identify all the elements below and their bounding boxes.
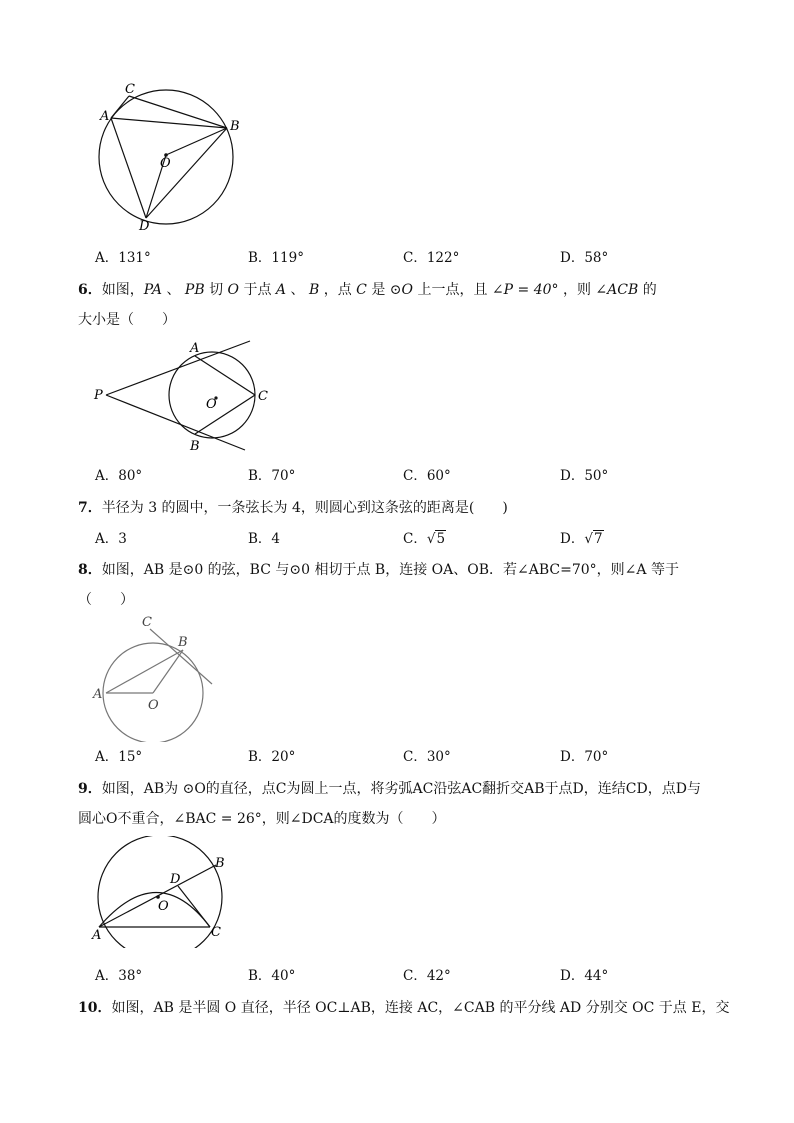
q10-number: 10． <box>78 1000 112 1016</box>
q5-option-b: B．119° <box>248 250 304 266</box>
q9-label-A: A <box>92 928 102 943</box>
q5-label-B: B <box>230 119 240 134</box>
q6-label-C: C <box>258 389 268 404</box>
q9-label-C: C <box>211 925 221 940</box>
sqrt-symbol: √5 <box>426 531 446 547</box>
q8-label-B: B <box>178 635 188 650</box>
q8-stem-line1: 8．如图，AB 是⊙0 的弦，BC 与⊙0 相切于点 B，连接 OA、OB．若∠ABC=70°，则∠A 等于 <box>78 562 679 578</box>
q9-label-D: D <box>170 872 181 887</box>
q6-stem-line2: 大小是（ ） <box>78 312 176 328</box>
q9-figure <box>88 836 238 948</box>
q5-option-c: C．122° <box>403 250 460 266</box>
q7-option-d: D．√7 <box>560 531 603 547</box>
q6-figure <box>90 338 280 458</box>
q6-stem-line1: 6．如图，PA 、 PB 切 O 于点 A 、 B ，点 C 是 ⊙O 上一点，且 ∠P = 40° ，则 ∠ACB 的 <box>78 282 657 298</box>
q8-option-a: A．15° <box>95 749 143 765</box>
q8-option-d: D．70° <box>560 749 609 765</box>
q6-label-P: P <box>94 388 103 403</box>
q5-option-d: D．58° <box>560 250 609 266</box>
q8-label-A: A <box>93 687 103 702</box>
q9-option-d: D．44° <box>560 968 609 984</box>
q6-option-b: B．70° <box>248 468 296 484</box>
q7-option-a: A．3 <box>95 531 127 547</box>
q9-stem-line1: 9．如图，AB为 ⊙O的直径，点C为圆上一点，将劣弧AC沿弦AC翻折交AB于点D，连结CD，点D与 <box>78 781 701 797</box>
q9-number: 9． <box>78 781 102 797</box>
q8-stem-line2: （ ） <box>78 592 134 608</box>
q6-label-A: A <box>190 341 200 356</box>
q5-figure <box>90 78 250 238</box>
q7-option-b: B．4 <box>248 531 281 547</box>
q5-label-A: A <box>100 109 110 124</box>
q5-label-D: D <box>139 219 150 234</box>
q9-stem-line2: 圆心O不重合，∠BAC = 26°，则∠DCA的度数为（ ） <box>78 811 446 827</box>
q9-label-O: O <box>158 899 169 914</box>
q7-option-c: C．√5 <box>403 531 446 547</box>
q6-number: 6． <box>78 282 102 298</box>
q8-label-O: O <box>148 698 159 713</box>
q7-number: 7． <box>78 500 102 516</box>
q8-number: 8． <box>78 562 102 578</box>
q8-option-c: C．30° <box>403 749 451 765</box>
q7-stem: 7．半径为 3 的圆中，一条弦长为 4，则圆心到这条弦的距离是( ) <box>78 500 508 516</box>
q6-option-d: D．50° <box>560 468 609 484</box>
q6-label-B: B <box>190 439 200 454</box>
q5-label-O: O <box>160 156 171 171</box>
q6-option-c: C．60° <box>403 468 451 484</box>
q5-option-a: A．131° <box>95 250 151 266</box>
q9-option-a: A．38° <box>95 968 143 984</box>
q9-label-B: B <box>215 856 225 871</box>
sqrt-symbol: √7 <box>584 531 603 547</box>
q8-label-C: C <box>142 615 152 630</box>
q10-stem: 10．如图，AB 是半圆 O 直径，半径 OC⊥AB，连接 AC，∠CAB 的平分线 AD 分别交 OC 于点 E，交 <box>78 1000 730 1016</box>
q6-label-O: O <box>206 397 217 412</box>
q8-figure <box>90 612 220 742</box>
q9-option-b: B．40° <box>248 968 296 984</box>
q8-option-b: B．20° <box>248 749 296 765</box>
q6-option-a: A．80° <box>95 468 143 484</box>
q9-option-c: C．42° <box>403 968 451 984</box>
q5-label-C: C <box>125 82 135 97</box>
